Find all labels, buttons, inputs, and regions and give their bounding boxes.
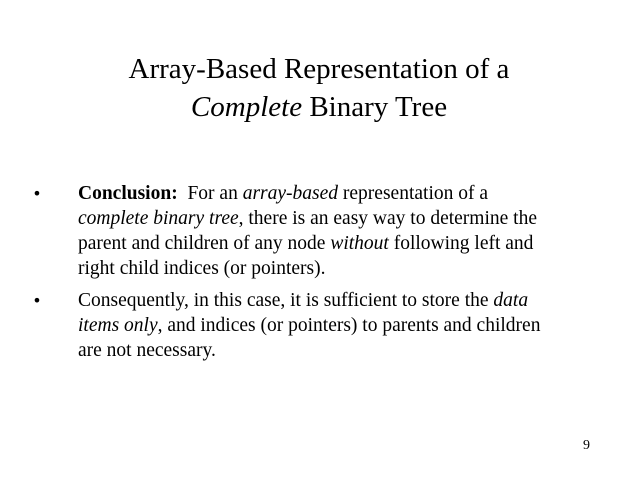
emphasis-run: items only bbox=[78, 315, 158, 336]
text-run: following left and bbox=[388, 233, 534, 254]
bullet-1-line-1 bbox=[78, 181, 608, 206]
text-run: For an bbox=[177, 183, 243, 204]
bullet-marker: • bbox=[32, 291, 42, 310]
bullet-1-line-2 bbox=[78, 206, 608, 231]
title-line-2 bbox=[40, 88, 598, 126]
text-run: , and indices (or pointers) to parents and children bbox=[157, 315, 541, 336]
bullet-consequently bbox=[28, 288, 608, 363]
page-number: 9 bbox=[583, 438, 590, 453]
emphasis-run: without bbox=[330, 233, 389, 254]
bullet-2-line-1 bbox=[78, 288, 608, 313]
text-run: are not necessary. bbox=[78, 340, 216, 361]
text-run: Consequently, in this case, it is sufficient to store the bbox=[78, 290, 494, 311]
bullet-2-line-2 bbox=[78, 313, 608, 338]
text-run: representation of a bbox=[338, 183, 489, 204]
slide-title bbox=[40, 50, 598, 126]
title-line-1: Array-Based Representation of a bbox=[128, 53, 510, 85]
text-run: right child indices (or pointers). bbox=[78, 258, 326, 279]
emphasis-run: array-based bbox=[242, 183, 339, 204]
conclusion-label: Conclusion: bbox=[78, 183, 178, 204]
bullet-1-line-4 bbox=[78, 256, 608, 281]
emphasis-run: complete binary tree bbox=[78, 208, 239, 229]
text-run: , there is an easy way to determine the bbox=[238, 208, 537, 229]
bullet-conclusion bbox=[28, 181, 608, 281]
emphasis-run: data bbox=[493, 290, 529, 311]
title-line-2-rest: Binary Tree bbox=[302, 91, 448, 123]
text-run: parent and children of any node bbox=[78, 233, 331, 254]
bullet-1-line-3 bbox=[78, 231, 608, 256]
title-emphasis: Complete bbox=[190, 91, 303, 123]
bullet-2-line-3 bbox=[78, 338, 608, 363]
bullet-list bbox=[28, 181, 608, 370]
bullet-marker: • bbox=[32, 184, 42, 203]
